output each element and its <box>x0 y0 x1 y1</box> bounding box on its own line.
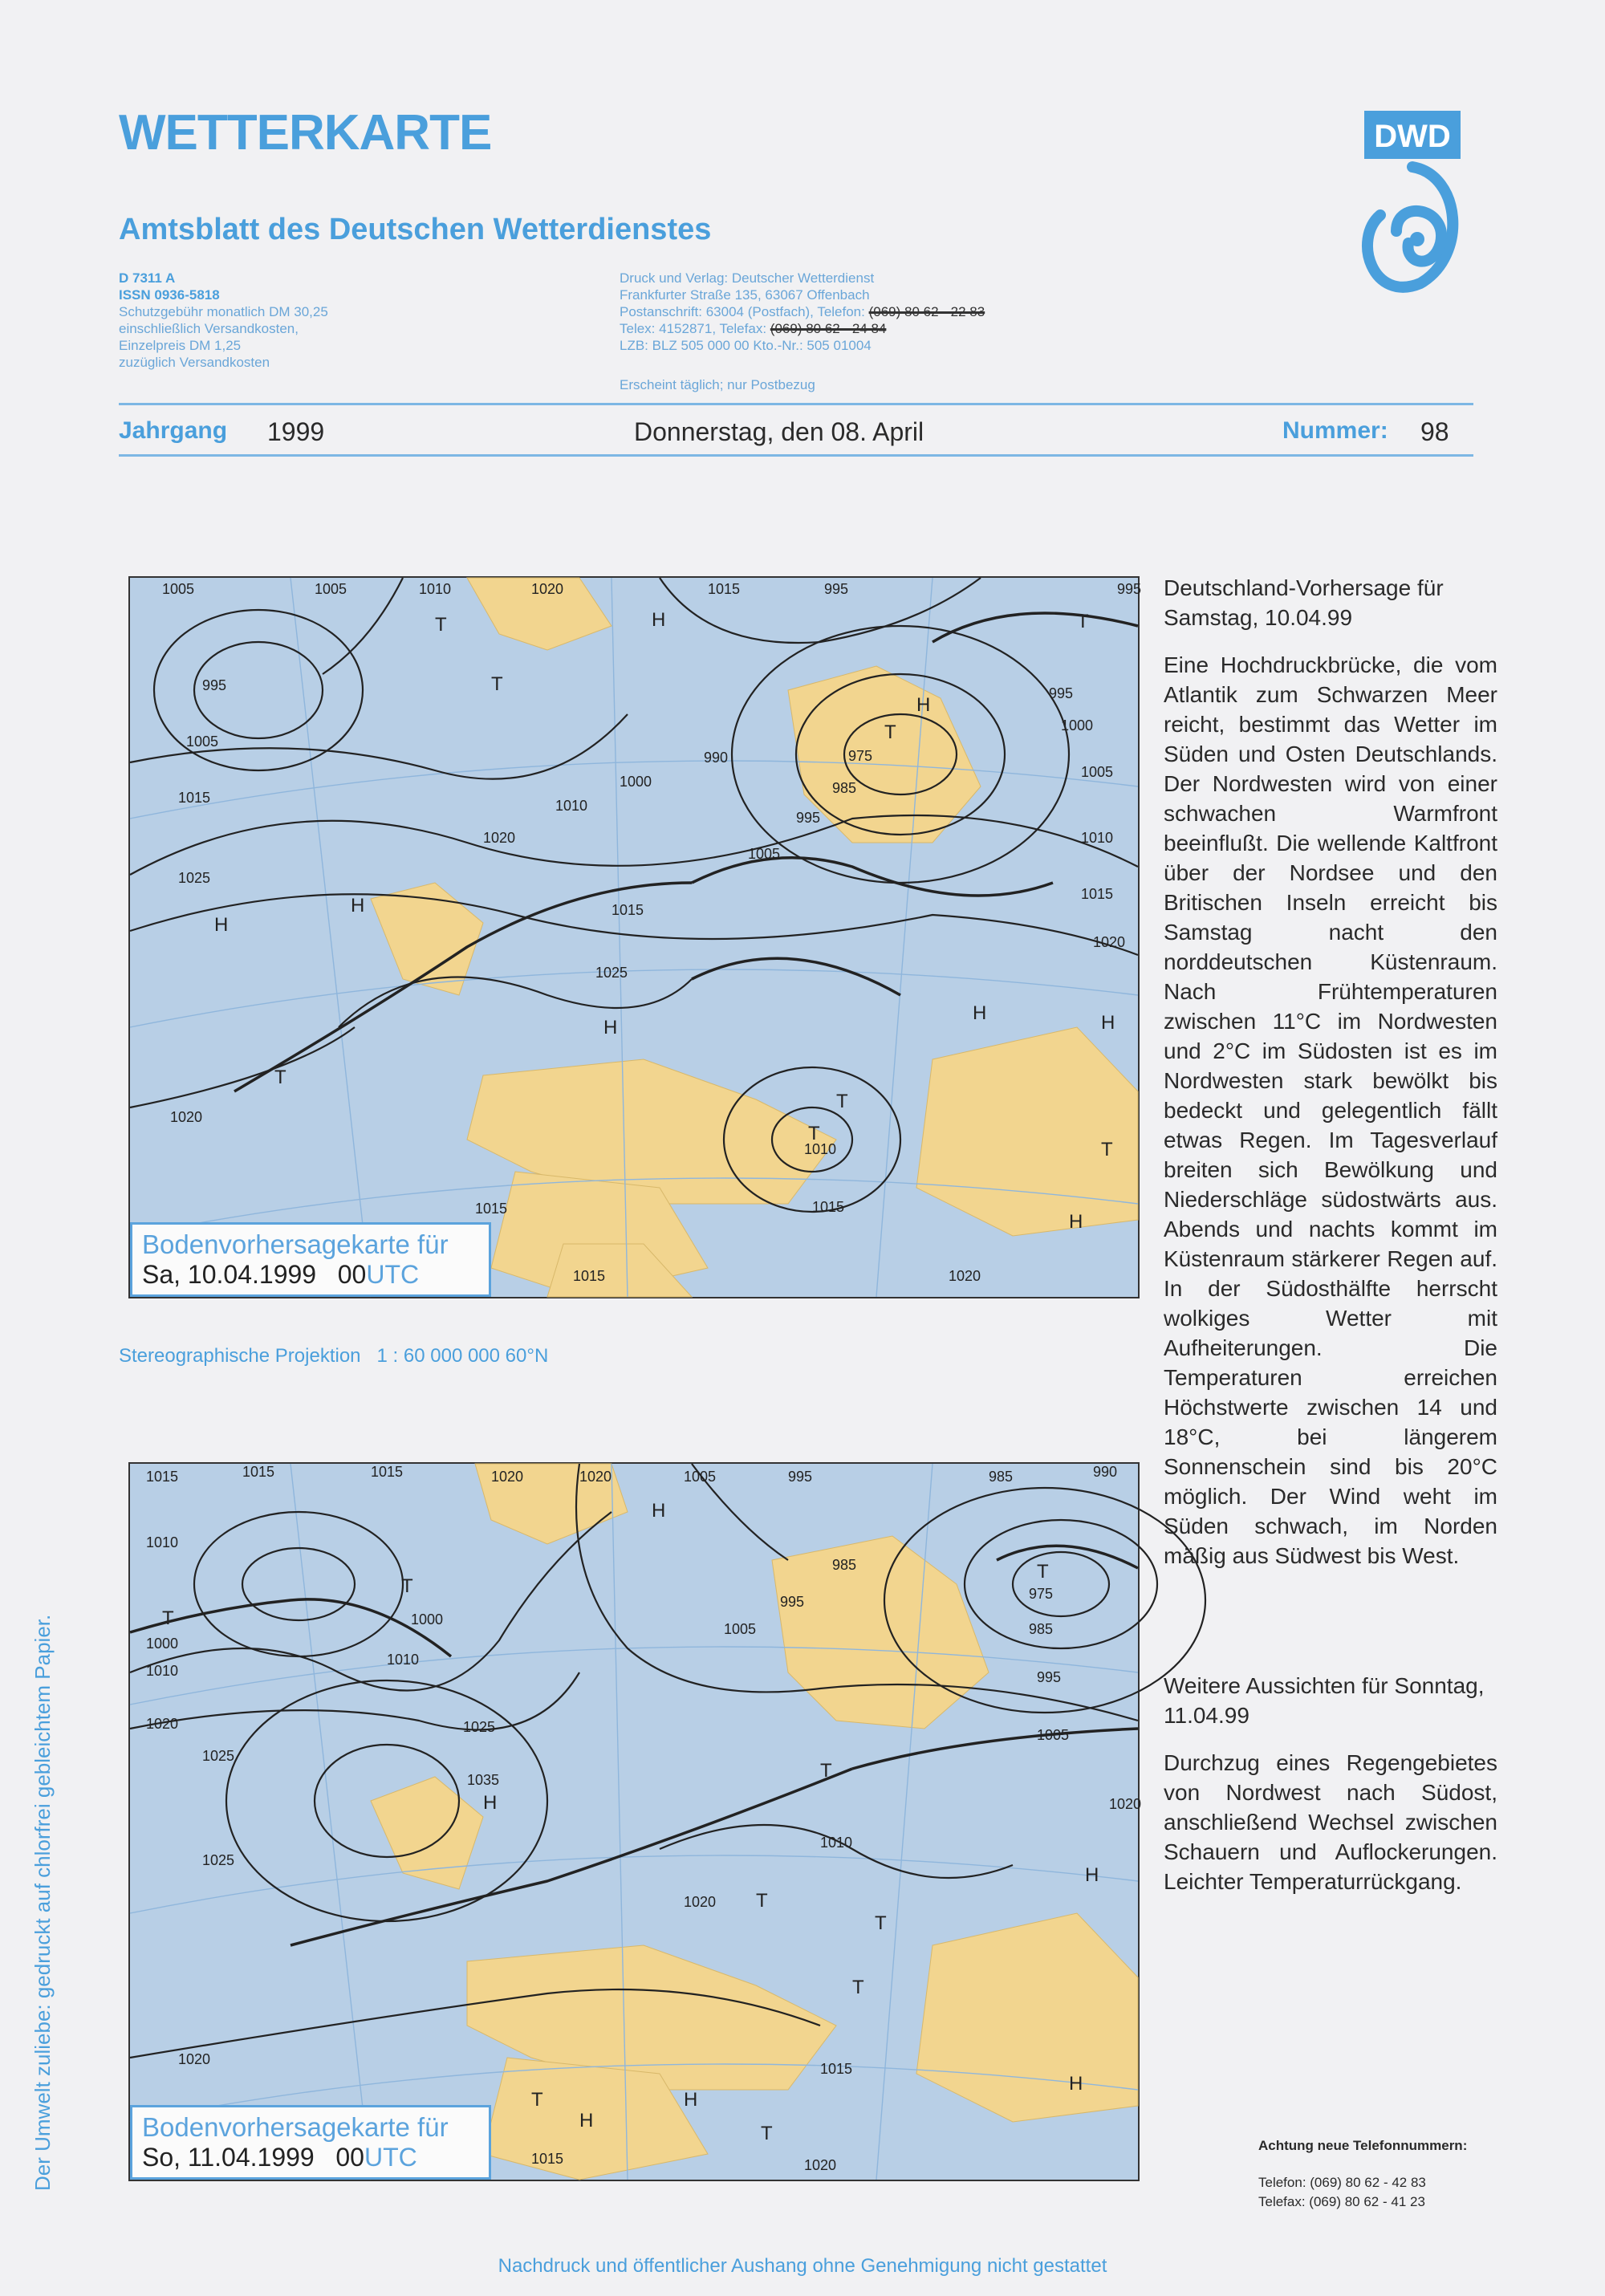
isobar-label: 1020 <box>1093 934 1126 950</box>
year-label: Jahrgang <box>119 417 228 444</box>
isobar-label: 985 <box>989 1469 1014 1485</box>
pressure-mark: T <box>884 721 896 743</box>
isobar-label: 1020 <box>949 1268 981 1284</box>
pressure-mark: H <box>603 1017 618 1038</box>
environment-note: Der Umwelt zuliebe: gedruckt auf chlorfrei gebleichtem Papier. <box>30 1614 55 2191</box>
isobar-label: 1005 <box>162 581 195 597</box>
pressure-mark: H <box>973 1002 987 1024</box>
isobar-label: 1010 <box>146 1663 179 1679</box>
pressure-mark: H <box>1101 1012 1115 1034</box>
isobar-label: 1015 <box>146 1469 179 1485</box>
isobar-label: 1020 <box>579 1469 612 1485</box>
forecast-map-saturday <box>128 576 1140 1298</box>
press-line: Druck und Verlag: Deutscher Wetterdienst <box>620 270 875 286</box>
pressure-mark: H <box>483 1792 498 1814</box>
issue-bar <box>119 414 1473 454</box>
isobar-label: 1005 <box>1037 1727 1070 1743</box>
fee-line: Schutzgebühr monatlich DM 30,25 <box>119 304 328 319</box>
isobar-label: 1000 <box>146 1636 179 1652</box>
isobar-label: 1005 <box>1081 764 1114 780</box>
fee-line: einschließlich Versandkosten, <box>119 321 299 336</box>
isobar-label: 1020 <box>146 1716 179 1732</box>
isobar-label: 1035 <box>467 1772 500 1788</box>
isobar-label: 995 <box>780 1594 805 1610</box>
pressure-mark: T <box>808 1123 820 1144</box>
forecast-heading: Deutschland-Vorhersage für Samstag, 10.04.99 <box>1164 575 1444 630</box>
pressure-mark: H <box>684 2089 698 2111</box>
map1-label <box>130 1222 491 1297</box>
isobar-label: 1020 <box>491 1469 524 1485</box>
isobar-label: 1015 <box>242 1464 275 1480</box>
isobar-label: 1015 <box>371 1464 404 1480</box>
isobar-label: 1015 <box>812 1199 845 1215</box>
pressure-mark: H <box>351 895 365 916</box>
isobar-label: 1015 <box>612 902 644 918</box>
old-phone: (069) 80 62 - 22 83 <box>868 304 985 319</box>
pressure-mark: T <box>1077 611 1089 632</box>
isobar-label: 1005 <box>315 581 347 597</box>
year: 1999 <box>267 417 325 446</box>
isobar-label: 1010 <box>419 581 452 597</box>
isobar-label: 995 <box>796 810 821 826</box>
further-outlook <box>1164 1671 1497 1896</box>
map2-label <box>130 2105 491 2180</box>
isobar-label: 985 <box>832 780 857 796</box>
projection-text: Stereographische Projektion <box>119 1345 361 1367</box>
pressure-mark: H <box>1069 2073 1083 2095</box>
new-phone-numbers <box>1258 2136 1467 2212</box>
map-label-time: 00 <box>337 1260 367 1289</box>
fee-line: zuzüglich Versandkosten <box>119 355 270 370</box>
isobar-label: 1025 <box>178 870 211 886</box>
isobar-label: 990 <box>1093 1464 1118 1480</box>
pressure-mark: T <box>274 1067 286 1088</box>
isobar-label: 1010 <box>146 1534 179 1550</box>
map-label-date: So, 11.04.1999 <box>142 2143 315 2172</box>
pressure-mark: H <box>916 694 931 716</box>
press-line: Telex: 4152871, Telefax: <box>620 321 767 336</box>
isobar-label: 1005 <box>748 846 781 862</box>
isobar-label: 1000 <box>620 774 652 790</box>
isobar-label: 995 <box>1049 685 1074 701</box>
fee-line: Einzelpreis DM 1,25 <box>119 338 242 353</box>
map-label-date: Sa, 10.04.1999 <box>142 1260 317 1289</box>
isobar-label: 1010 <box>820 1835 853 1851</box>
projection-scale: 1 : 60 000 000 60°N <box>376 1345 549 1367</box>
outlook-heading: Weitere Aussichten für Sonntag, 11.04.99 <box>1164 1673 1485 1728</box>
isobar-label: 1015 <box>1081 886 1114 902</box>
pressure-mark: T <box>761 2123 773 2144</box>
isobar-label: 995 <box>1117 581 1142 597</box>
pressure-mark: H <box>1069 1211 1083 1233</box>
pressure-mark: H <box>652 609 666 631</box>
isobar-label: 985 <box>1029 1621 1054 1637</box>
isobar-label: 1025 <box>595 965 628 981</box>
projection-note <box>119 1345 548 1367</box>
pressure-mark: T <box>491 673 503 695</box>
map1-drawing <box>130 578 1142 1297</box>
fax-number: Telefax: (069) 80 62 - 41 23 <box>1258 2194 1425 2209</box>
map-label-time: 00 <box>335 2143 364 2172</box>
forecast-map-sunday <box>128 1462 1140 2181</box>
isobar-label: 1005 <box>684 1469 717 1485</box>
isobar-label: 1020 <box>170 1109 203 1125</box>
pressure-mark: T <box>531 2089 543 2111</box>
map2-drawing <box>130 1464 1142 2180</box>
isobar-label: 1015 <box>475 1201 508 1217</box>
isobar-label: 995 <box>788 1469 813 1485</box>
press-info <box>620 270 1117 354</box>
map-label-utc: UTC <box>364 2143 417 2172</box>
pressure-mark: H <box>1085 1864 1099 1886</box>
isobar-label: 990 <box>704 750 729 766</box>
isobar-label: 995 <box>202 677 227 693</box>
outlook-body: Durchzug eines Regengebietes von Nordwest nach Südost, anschließend Wechsel zwischen Schauern und Auflockerungen. Leichter Temperaturrückgang. <box>1164 1750 1497 1894</box>
phone-number: Telefon: (069) 80 62 - 42 83 <box>1258 2175 1426 2190</box>
pressure-mark: H <box>579 2110 594 2131</box>
press-line: Frankfurter Straße 135, 63067 Offenbach <box>620 287 870 303</box>
divider <box>119 403 1473 405</box>
divider <box>119 454 1473 457</box>
isobar-label: 975 <box>848 748 873 764</box>
isobar-label: 985 <box>832 1557 857 1573</box>
isobar-label: 1005 <box>186 734 219 750</box>
issn: ISSN 0936-5818 <box>119 287 220 303</box>
pressure-mark: T <box>1037 1561 1049 1583</box>
issue-date: Donnerstag, den 08. April <box>634 417 924 446</box>
page-title: WETTERKARTE <box>119 105 492 161</box>
issue-number: 98 <box>1420 417 1449 446</box>
pressure-mark: T <box>756 1890 768 1912</box>
isobar-label: 1020 <box>684 1894 717 1910</box>
isobar-label: 1020 <box>178 2051 211 2067</box>
isobar-label: 1010 <box>387 1652 420 1668</box>
isobar-label: 995 <box>1037 1669 1062 1685</box>
isobar-label: 1025 <box>463 1719 496 1735</box>
pressure-mark: T <box>836 1091 848 1112</box>
isobar-label: 975 <box>1029 1586 1054 1602</box>
page-subtitle: Amtsblatt des Deutschen Wetterdienstes <box>119 213 712 246</box>
pressure-mark: T <box>852 1977 864 1998</box>
pressure-mark: T <box>435 614 447 636</box>
isobar-label: 995 <box>824 581 849 597</box>
isobar-label: 1010 <box>555 798 588 814</box>
press-line: LZB: BLZ 505 000 00 Kto.-Nr.: 505 01004 <box>620 338 872 353</box>
pressure-mark: T <box>875 1912 887 1934</box>
pressure-mark: H <box>652 1500 666 1522</box>
map-label-utc: UTC <box>366 1260 420 1289</box>
dwd-logo <box>1348 111 1477 303</box>
isobar-label: 1015 <box>531 2151 564 2167</box>
phones-heading: Achtung neue Telefonnummern: <box>1258 2138 1468 2153</box>
isobar-label: 1010 <box>1081 830 1114 846</box>
isobar-label: 1020 <box>804 2157 837 2173</box>
footer-note: Nachdruck und öffentlicher Aushang ohne Genehmigung nicht gestattet <box>498 2255 1107 2277</box>
isobar-label: 1000 <box>411 1611 444 1628</box>
daily-note: Erscheint täglich; nur Postbezug <box>620 377 815 392</box>
germany-forecast <box>1164 573 1497 1571</box>
pressure-mark: T <box>820 1760 832 1782</box>
isobar-label: 1020 <box>483 830 516 846</box>
pressure-mark: T <box>1101 1139 1113 1160</box>
isobar-label: 1020 <box>1109 1796 1142 1812</box>
forecast-body: Eine Hochdruckbrücke, die vom Atlantik zum Schwarzen Meer reicht, bestimmt das Wetter im Süden und Osten Deutschlands. Der Nordwesten wird von einer schwachen Warmfront beeinflußt. Die wellende Kaltfront über der Nordsee und den Britischen Inseln erreicht bis Samstag nacht den norddeutschen Küstenraum. Nach Frühtemperaturen zwischen 11°C im Nordwesten und 2°C im Südosten ist es im Nordwesten stark bewölkt bis bedeckt und gelegentlich fällt etwas Regen. Im Tagesverlauf breiten sich Bewölkung und Niederschläge südostwärts aus. Abends und nachts kommt im Küstenraum stärkerer Regen auf. In der Südosthälfte herrscht wolkiges Wetter mit Aufheiterungen. Die Temperaturen erreichen Höchstwerte zwischen 14 und 18°C, bei längerem Sonnenschein sind bis 20°C möglich. Der Wind weht im Süden schwach, im Norden mäßig aus Südwest bis West. <box>1164 652 1497 1568</box>
isobar-label: 1025 <box>202 1852 235 1868</box>
press-line: Postanschrift: 63004 (Postfach), Telefon: <box>620 304 865 319</box>
isobar-label: 1015 <box>820 2061 853 2077</box>
pressure-mark: T <box>401 1575 413 1597</box>
isobar-label: 1020 <box>531 581 564 597</box>
isobar-label: 1015 <box>178 790 211 806</box>
isobar-label: 1015 <box>708 581 741 597</box>
publication-code: D 7311 A <box>119 270 176 286</box>
old-fax: (069) 80 62 - 24 84 <box>770 321 887 336</box>
logo-text: DWD <box>1374 119 1451 154</box>
isobar-label: 1005 <box>724 1621 757 1637</box>
isobar-label: 1000 <box>1061 717 1094 734</box>
isobar-label: 1010 <box>804 1141 837 1157</box>
publication-info <box>119 270 456 371</box>
number-label: Nummer: <box>1282 417 1388 444</box>
map-label-title: Bodenvorhersagekarte für <box>142 1229 449 1259</box>
pressure-mark: H <box>214 914 229 936</box>
map-label-title: Bodenvorhersagekarte für <box>142 2112 449 2142</box>
isobar-label: 1015 <box>573 1268 606 1284</box>
pressure-mark: T <box>162 1607 174 1629</box>
isobar-label: 1025 <box>202 1748 235 1764</box>
